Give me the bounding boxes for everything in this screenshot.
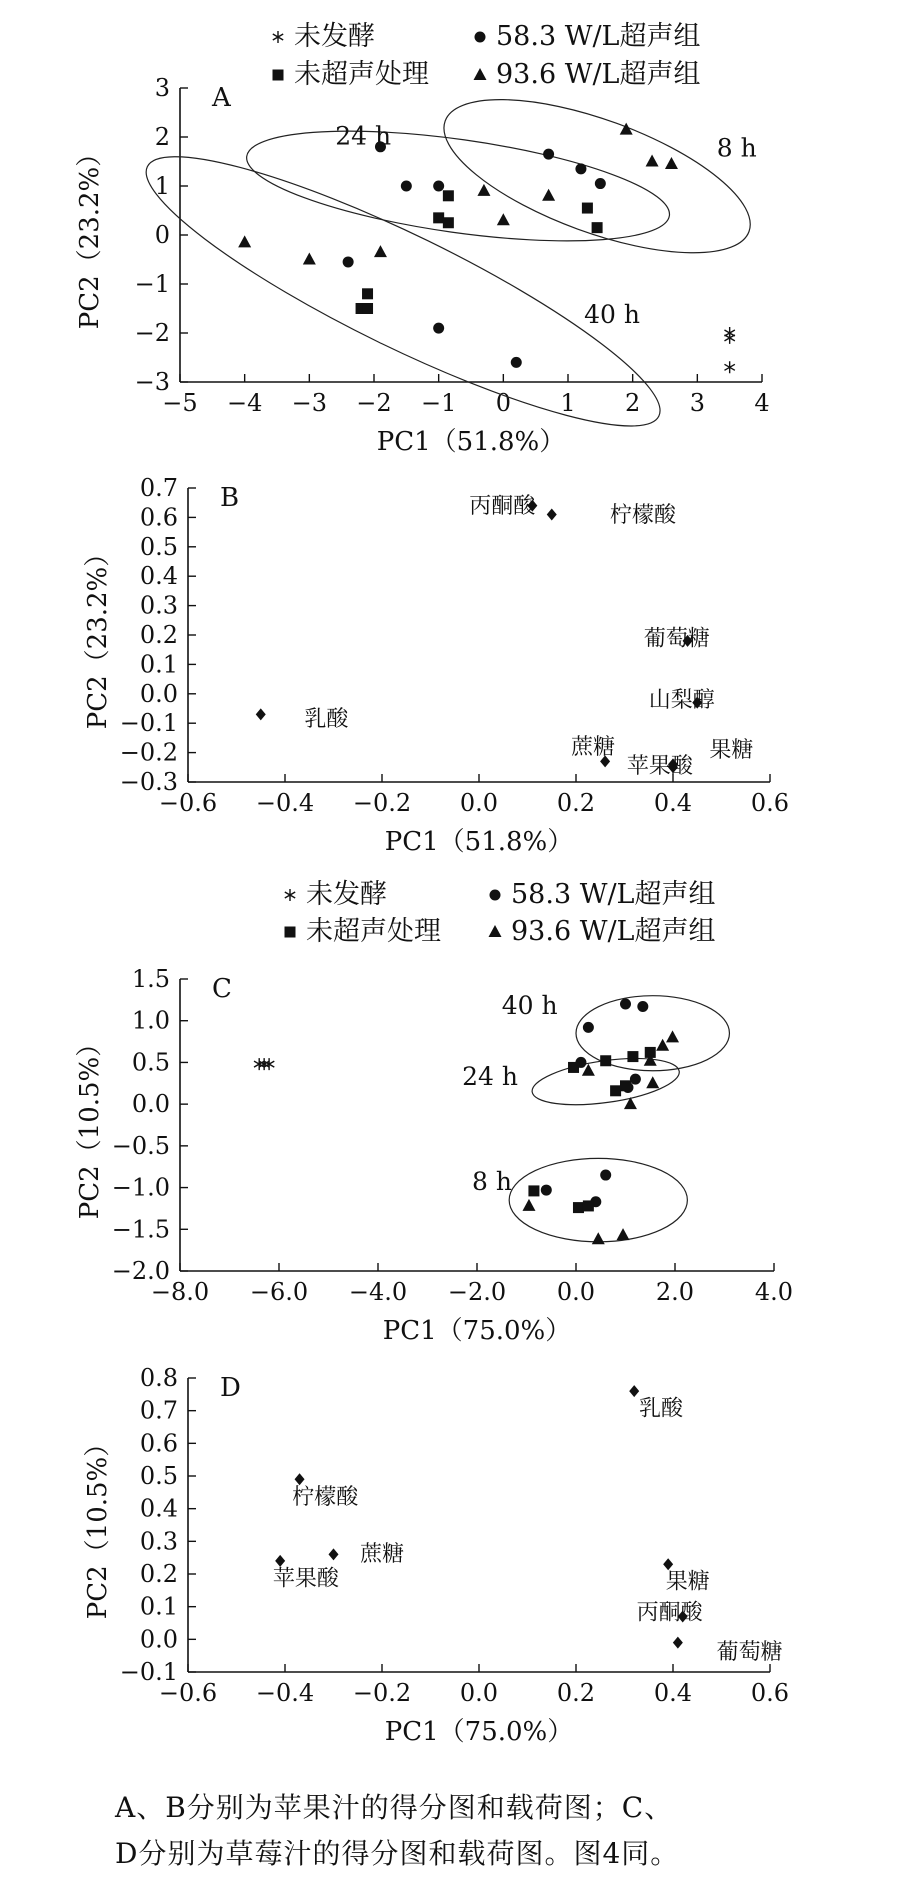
x-tick-label: 0.0 [556,1278,596,1306]
x-axis-title: PC1（51.8%） [376,427,566,457]
data-point-star [724,332,734,344]
data-point-triangle [477,184,490,196]
variable-label: 丙酮酸 [469,493,536,519]
data-point-square [600,1055,611,1066]
legend-marker-circle [490,890,501,901]
data-point-triangle [665,157,678,169]
variable-label: 乳酸 [639,1396,684,1422]
y-tick-label: 0.1 [139,650,178,679]
data-point-square [583,1200,594,1211]
data-point-circle [433,181,444,192]
x-tick-label: −2.0 [447,1278,507,1306]
data-point-circle [343,256,354,267]
y-tick-label: 0.3 [139,1527,178,1556]
data-point-circle [630,1074,641,1085]
data-point-diamond [547,508,557,520]
data-point-circle [543,149,554,160]
caption-line-2: D分别为草莓汁的得分图和载荷图。图4同。 [115,1837,680,1870]
data-point-square [528,1185,539,1196]
y-tick-label: −3 [134,368,170,396]
data-point-triangle [497,213,510,225]
legend-marker-square [273,70,284,81]
data-point-circle [401,181,412,192]
legend-label: 未超声处理 [294,59,429,90]
data-point-diamond [329,1548,339,1560]
y-tick-label: 0.0 [139,1625,178,1654]
legend-marker-circle [475,32,486,43]
x-tick-label: 0.4 [653,789,693,817]
x-tick-label: 2 [625,389,641,417]
x-axis-title: PC1（75.0%） [384,1717,574,1747]
x-tick-label: −5 [162,389,198,417]
data-point-circle [583,1022,594,1033]
y-tick-label: 0.6 [139,1429,178,1458]
data-point-circle [637,1001,648,1012]
y-tick-label: −0.5 [111,1131,170,1160]
x-tick-label: −0.6 [158,789,218,817]
y-tick-label: 1.5 [131,965,170,993]
y-tick-label: 1 [154,172,170,200]
data-point-triangle [592,1232,605,1244]
legend-label: 未发酵 [294,21,375,52]
legend-marker-square [285,927,296,938]
x-tick-label: 0.0 [459,1679,499,1707]
x-tick-label: −3 [291,389,328,417]
data-point-square [592,222,603,233]
data-point-square [620,1080,631,1091]
legend-label: 93.6 W/L超声组 [496,59,701,90]
x-axis-title: PC1（75.0%） [382,1316,572,1346]
legend-label: 58.3 W/L超声组 [496,21,701,52]
data-point-square [627,1051,638,1062]
data-point-circle [511,357,522,368]
x-tick-label: 3 [689,389,705,417]
panel-label: C [212,974,232,1004]
y-tick-label: −0.1 [119,1658,178,1686]
data-point-triangle [666,1030,679,1042]
data-point-circle [600,1170,611,1181]
legend-label: 未发酵 [306,879,387,910]
x-tick-label: 1 [560,389,576,417]
y-tick-label: 0.2 [139,621,178,649]
data-point-circle [541,1185,552,1196]
data-point-square [573,1202,584,1213]
variable-label: 苹果酸 [626,754,693,780]
x-tick-label: 0.2 [556,789,596,817]
data-point-square [362,288,373,299]
legend [273,21,701,90]
legend-label: 未超声处理 [306,916,441,947]
y-tick-label: −1.0 [111,1173,170,1202]
variable-label: 葡萄糖 [716,1639,783,1665]
data-point-triangle [374,245,387,257]
y-tick-label: 0.0 [139,679,178,708]
x-axis-title: PC1（51.8%） [384,827,574,857]
data-point-diamond [256,708,266,720]
x-tick-label: −0.4 [255,1679,315,1707]
x-tick-label: 0.2 [556,1679,596,1707]
figure-caption [115,1785,815,1877]
time-label: 24 h [335,121,392,151]
y-axis-title: PC2（10.5%） [75,1030,105,1220]
y-tick-label: −2 [134,319,170,347]
y-tick-label: 0 [154,221,170,249]
x-tick-label: 0.6 [750,1679,790,1707]
data-point-square [443,190,454,201]
cluster-ellipse [426,68,768,284]
data-point-square [610,1085,621,1096]
y-tick-label: 0.4 [139,1494,178,1523]
y-tick-label: 0.7 [139,474,178,502]
y-axis-title: PC2（23.2%） [75,140,105,330]
x-tick-label: −4.0 [348,1278,408,1306]
y-tick-label: 0.5 [131,1048,170,1077]
legend-marker-star [285,889,295,901]
cluster-ellipse [240,110,676,262]
y-tick-label: −2.0 [111,1257,170,1285]
y-tick-label: 1.0 [131,1006,170,1035]
y-tick-label: 0.1 [139,1592,178,1621]
x-tick-label: 4.0 [754,1278,794,1306]
variable-label: 果糖 [709,738,754,764]
y-tick-label: −0.1 [119,709,178,738]
legend-label: 93.6 W/L超声组 [511,916,716,947]
cluster-ellipse [123,116,684,467]
legend-marker-triangle [489,925,502,937]
legend [285,879,716,947]
caption-line-1: A、B分别为苹果汁的得分图和载荷图；C、 [115,1791,674,1824]
y-tick-label: −1.5 [111,1215,170,1244]
x-tick-label: 4 [754,389,770,417]
data-point-star [724,361,734,373]
data-point-circle [620,999,631,1010]
y-tick-label: 0.8 [139,1364,178,1392]
data-point-circle [433,323,444,334]
x-tick-label: 2.0 [655,1278,695,1306]
legend-label: 58.3 W/L超声组 [511,879,716,910]
chart-panel-c [75,879,793,1346]
variable-label: 柠檬酸 [292,1484,359,1510]
panel-label: B [220,483,240,513]
legend-marker-star [273,31,283,43]
y-tick-label: 0.7 [139,1396,178,1425]
data-point-triangle [646,1076,659,1088]
time-label: 40 h [501,991,558,1021]
variable-label: 葡萄糖 [643,626,710,652]
data-point-diamond [295,1473,305,1485]
data-point-diamond [673,1637,683,1649]
x-tick-label: −0.2 [352,1679,412,1707]
data-point-square [362,303,373,314]
data-point-square [582,203,593,214]
data-point-diamond [629,1385,639,1397]
data-point-diamond [663,1558,673,1570]
y-tick-label: 0.4 [139,562,178,591]
data-point-triangle [522,1199,535,1211]
x-tick-label: −6.0 [249,1278,309,1306]
x-tick-label: 0.4 [653,1679,693,1707]
y-tick-label: 0.6 [139,503,178,532]
variable-label: 蔗糖 [360,1541,405,1567]
variable-label: 柠檬酸 [609,502,676,528]
data-point-square [433,212,444,223]
panel-label: A [212,83,231,113]
y-tick-label: 0.0 [131,1090,170,1119]
data-point-triangle [617,1228,630,1240]
data-point-diamond [275,1555,285,1567]
data-point-triangle [542,189,555,201]
chart-panel-a [75,21,770,467]
variable-label: 蔗糖 [571,735,616,761]
x-tick-label: −8.0 [150,1278,210,1306]
y-tick-label: 2 [154,123,170,151]
x-tick-label: −1 [420,389,457,417]
y-axis-title: PC2（10.5%） [83,1430,113,1620]
y-tick-label: −1 [134,270,170,298]
variable-label: 果糖 [665,1569,710,1595]
data-point-square [443,217,454,228]
time-label: 8 h [716,133,757,163]
x-tick-label: −0.4 [255,789,315,817]
y-tick-label: 3 [154,74,170,102]
data-point-circle [575,163,586,174]
data-point-triangle [303,253,316,265]
time-label: 8 h [472,1167,513,1197]
legend-marker-triangle [474,68,487,80]
time-label: 24 h [462,1061,519,1091]
variable-label: 苹果酸 [272,1566,339,1592]
x-tick-label: −2 [356,389,392,417]
x-tick-label: −0.2 [352,789,412,817]
data-point-triangle [646,155,659,167]
variable-label: 乳酸 [304,707,349,733]
data-point-circle [595,178,606,189]
y-tick-label: 0.2 [139,1560,178,1588]
variable-label: 丙酮酸 [636,1600,703,1626]
variable-label: 山梨醇 [648,688,715,714]
y-tick-label: 0.5 [139,532,178,561]
x-tick-label: 0.0 [459,789,499,817]
y-tick-label: −0.2 [119,738,178,767]
x-tick-label: −4 [226,389,263,417]
chart-panel-d [83,1364,789,1747]
panel-label: D [220,1373,241,1403]
y-tick-label: 0.3 [139,591,178,620]
y-tick-label: −0.3 [119,768,178,796]
y-axis-title: PC2（23.2%） [83,540,113,730]
y-tick-label: 0.5 [139,1462,178,1490]
data-point-triangle [238,235,251,247]
x-tick-label: 0.6 [750,789,790,817]
x-tick-label: −0.6 [158,1679,218,1707]
time-label: 40 h [584,300,641,330]
x-tick-label: 0 [495,389,511,417]
chart-panel-b [83,474,789,857]
data-point-square [568,1062,579,1073]
